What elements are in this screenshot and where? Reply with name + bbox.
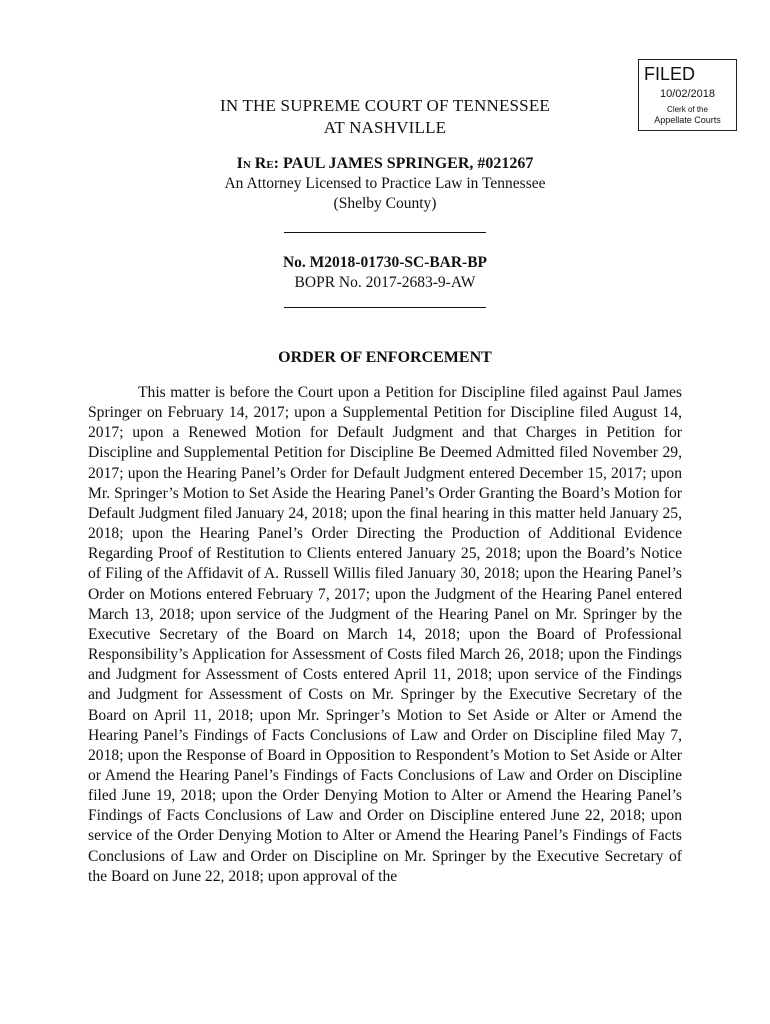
stamp-courts: Appellate Courts [654,114,721,125]
case-number: No. M2018-01730-SC-BAR-BP [282,254,488,271]
stamp-date: 10/02/2018 [659,87,716,100]
attorney-description [175,174,595,214]
court-header [175,95,595,139]
divider-rule-top [284,232,486,233]
in-re-prefix: In Re: [236,155,279,172]
stamp-title: FILED [644,64,696,84]
divider-rule-bottom [284,307,486,308]
bopr-number: BOPR No. 2017-2683-9-AW [294,274,476,291]
court-location: AT NASHVILLE [323,118,447,137]
case-numbers [175,253,595,293]
court-name: IN THE SUPREME COURT OF TENNESSEE [219,96,551,115]
stamp-clerk: Clerk of the [667,104,708,114]
respondent-name: PAUL JAMES SPRINGER, #021267 [283,155,534,172]
in-re-heading [175,154,595,174]
attorney-license: An Attorney Licensed to Practice Law in Tennessee [224,175,546,192]
order-body-paragraph: This matter is before the Court upon a Petition for Discipline filed against Paul James Springer on February 14, 2017; upon a Supplemental Petition for Discipline filed August 14, 2017; upon a Renewed Motion for Default Judgment and that Charges in Petition for Discipline and Supplemental Petition for Discipline Be Deemed Admitted filed November 29, 2017; upon the Hearing Panel’s Order for Default Judgment entered December 15, 2017; upon Mr. Springer’s Motion to Set Aside the Hearing Panel’s Order Granting the Board’s Motion for Default Judgment filed January 24, 2018; upon the final hearing in this matter held January 25, 2018; upon the Hearing Panel’s Order Directing the Production of Additional Evidence Regarding Proof of Restitution to Clients entered January 25, 2018; upon the Board’s Notice of Filing of the Affidavit of A. Russell Willis filed January 30, 2018; upon the Hearing Panel’s Order on Motions entered February 7, 2017; upon the Judgment of the Hearing Panel entered March 13, 2018; upon service of the Judgment of the Hearing Panel on Mr. Springer by the Executive Secretary of the Board on March 14, 2018; upon the Board of Professional Responsibility’s Application for Assessment of Costs filed March 26, 2018; upon the Findings and Judgment for Assessment of Costs entered April 11, 2018; upon service of the Findings and Judgment for Assessment of Costs on Mr. Springer by the Executive Secretary of the Board on April 11, 2018; upon Mr. Springer’s Motion to Set Aside or Alter or Amend the Hearing Panel’s Findings of Facts Conclusions of Law and Order on Discipline filed May 7, 2018; upon the Response of Board in Opposition to Respondent’s Motion to Set Aside or Alter or Amend the Hearing Panel’s Findings of Facts Conclusions of Law and Order on Discipline filed June 19, 2018; upon the Order Denying Motion to Alter or Amend the Hearing Panel’s Findings of Facts Conclusions of Law and Order on Discipline entered June 22, 2018; upon service of the Order Denying Motion to Alter or Amend the Hearing Panel’s Findings of Facts Conclusions of Law and Order on Discipline on Mr. Springer by the Executive Secretary of the Board on June 22, 2018; upon approval of the [88,384,682,885]
order-title: ORDER OF ENFORCEMENT [278,349,492,366]
county: (Shelby County) [333,195,437,212]
filed-stamp [638,59,737,131]
